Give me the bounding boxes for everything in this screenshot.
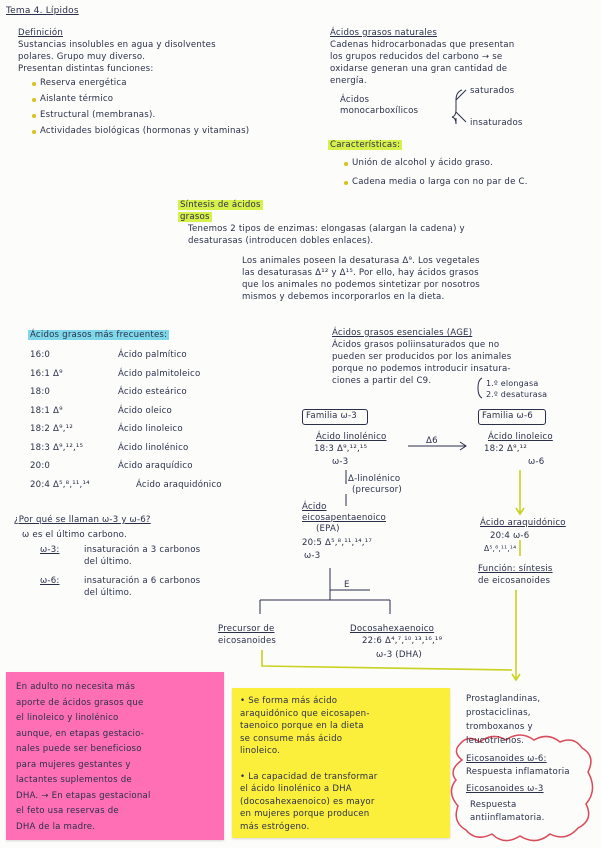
precursor-eico: eicosanoides bbox=[218, 636, 277, 646]
dha-name: Docosahexaenoico bbox=[350, 624, 435, 634]
sintesis-note: las desaturasas Δ¹² y Δ¹⁵. Por ello, hay ácidos grasos bbox=[242, 268, 479, 278]
pink-note-line: el linoleico y linolénico bbox=[16, 713, 119, 723]
fatty-acid-name: Ácido palmitoleico bbox=[118, 368, 201, 379]
sintesis-heading: Síntesis de ácidos bbox=[180, 200, 261, 210]
pink-note-line: nales puede ser beneficioso bbox=[16, 744, 142, 754]
araquidonico-name: Ácido araquidónico bbox=[480, 518, 566, 528]
sintesis-line: Tenemos 2 tipos de enzimas: elongasas (alargan la cadena) y bbox=[188, 224, 465, 234]
age-heading: Ácidos grasos esenciales (AGE) bbox=[332, 328, 473, 338]
sintesis-note: mismos y debemos incorporarlos en la dieta. bbox=[242, 292, 445, 302]
epa-name: Ácido bbox=[302, 502, 327, 512]
yellow-note-line: se consume más ácido bbox=[240, 733, 343, 744]
monocarboxilicos-label: Ácidos monocarboxílicos bbox=[340, 95, 419, 116]
fatty-acid-code: 16:1 Δ⁹ bbox=[30, 368, 63, 379]
definicion-line-3: Presentan distintas funciones: bbox=[18, 64, 154, 74]
epa-name: eicosapentaenoico bbox=[302, 513, 386, 523]
pink-note-line: DHA. → En etapas gestacional bbox=[16, 790, 151, 801]
epa-code: 20:5 Δ⁵,⁸,¹¹,¹⁴,¹⁷ bbox=[302, 538, 372, 548]
age-line: ciones a partir del C9. bbox=[332, 376, 432, 386]
eico3-label: Eicosanoides ω-3 bbox=[466, 784, 544, 794]
fatty-acid-name: Ácido palmítico bbox=[118, 350, 187, 360]
naturales-line: Cadenas hidrocarbonadas que presentan bbox=[330, 40, 515, 50]
sintesis-heading-2: grasos bbox=[180, 212, 210, 222]
branch-saturados: saturados bbox=[470, 86, 515, 96]
linolenico-omega: ω-3 bbox=[332, 457, 349, 467]
dha-code: 22:6 Δ⁴,⁷,¹⁰,¹³,¹⁶,¹⁹ bbox=[362, 636, 443, 646]
omega-question: ¿Por qué se llaman ω-3 y ω-6? bbox=[14, 515, 151, 525]
epa-omega: ω-3 bbox=[304, 551, 321, 561]
prostaglandinas: tromboxanos y bbox=[466, 722, 533, 732]
funcion-item: Reserva energética bbox=[40, 78, 127, 88]
yellow-note-line: • Se forma más ácido bbox=[240, 696, 338, 706]
pink-note-line: lactantes suplementos de bbox=[16, 775, 132, 785]
linolenico-code: 18:3 Δ⁹,¹²,¹⁵ bbox=[314, 444, 368, 454]
w6-text: del último. bbox=[84, 588, 132, 598]
linoleico-name: Ácido linoleico bbox=[488, 432, 553, 442]
d6-enzyme: Δ6 bbox=[426, 436, 438, 446]
sintesis-note: Los animales poseen la desaturasa Δ⁹. Los vegetales bbox=[242, 256, 480, 266]
w6-text: insaturación a 6 carbonos bbox=[84, 576, 201, 586]
funcion-item: Estructural (membranas). bbox=[40, 110, 156, 120]
eico3-text: antiinflamatoria. bbox=[470, 813, 545, 823]
omega-intro: ω es el último carbono. bbox=[22, 530, 127, 540]
funcion-line: de eicosanoides bbox=[478, 576, 551, 586]
yellow-note-line: en mujeres porque producen bbox=[240, 809, 370, 820]
eico6-text: Respuesta inflamatoria bbox=[466, 767, 570, 777]
w6-label: ω-6: bbox=[40, 576, 60, 586]
pink-note-line: En adulto no necesita más bbox=[16, 682, 136, 692]
dha-omega: ω-3 (DHA) bbox=[376, 650, 422, 660]
yellow-note-line: (docosahexaenoico) es mayor bbox=[240, 796, 375, 807]
prostaglandinas: leucotrienos. bbox=[466, 736, 525, 746]
age-line: porque no podemos introducir insatura- bbox=[332, 364, 511, 374]
fatty-acid-name: Ácido linoleico bbox=[118, 424, 183, 434]
yellow-note-line: araquidónico que eicosapen- bbox=[240, 708, 370, 719]
pink-note-line: el feto usa reservas de bbox=[16, 806, 119, 816]
funcion-item: Aislante térmico bbox=[40, 94, 114, 104]
fatty-acid-name: Ácido araquidónico bbox=[136, 479, 222, 490]
w3-text: insaturación a 3 carbonos bbox=[84, 545, 201, 555]
age-line: pueden ser producidos por los animales bbox=[332, 352, 512, 362]
fatty-acid-code: 20:4 Δ⁵,⁸,¹¹,¹⁴ bbox=[30, 479, 90, 490]
age-line: Ácidos grasos poliinsaturados que no bbox=[332, 340, 500, 350]
enzyme-step-1: 1.º elongasa bbox=[486, 379, 539, 388]
branch-insaturados: insaturados bbox=[470, 118, 523, 128]
yellow-note-line: • La capacidad de transformar bbox=[240, 771, 378, 782]
yellow-note-line: taenoico porque en la dieta bbox=[240, 721, 364, 732]
funcion-line: Función: síntesis bbox=[478, 564, 553, 574]
enzyme-step-2: 2.º desaturasa bbox=[486, 390, 548, 399]
sintesis-line: desaturasas (introducen dobles enlaces). bbox=[188, 236, 374, 246]
pink-note-line: aunque, en etapas gestacio- bbox=[16, 728, 145, 739]
naturales-line: oxidarse generan una gran cantidad de bbox=[330, 64, 508, 74]
naturales-line: los grupos reducidos del carbono → se bbox=[330, 52, 503, 62]
eico3-text: Respuesta bbox=[470, 800, 517, 810]
naturales-line: energía. bbox=[330, 76, 367, 86]
precursor-label: (precursor) bbox=[352, 485, 402, 495]
familia-w3-label: Familia ω-3 bbox=[306, 411, 357, 421]
fatty-acid-code: 18:2 Δ⁹,¹² bbox=[30, 424, 73, 434]
fatty-acid-code: 20:0 bbox=[30, 461, 51, 471]
e-label: E bbox=[344, 580, 350, 590]
fatty-acid-code: 18:1 Δ⁹ bbox=[30, 405, 63, 416]
araquidonico-code: 20:4 ω-6 bbox=[490, 531, 530, 541]
yellow-note-line: el ácido linolénico a DHA bbox=[240, 784, 352, 795]
sintesis-note: que los animales no podemos sintetizar por nosotros bbox=[242, 280, 480, 290]
pink-note-line: para mujeres gestantes y bbox=[16, 759, 131, 770]
definicion-line-2: polares. Grupo muy diverso. bbox=[18, 52, 146, 62]
fatty-acid-code: 16:0 bbox=[30, 350, 51, 360]
prostaglandinas: prostaciclinas, bbox=[466, 708, 531, 718]
definicion-line-1: Sustancias insolubles en agua y disolventes bbox=[18, 40, 216, 50]
caracteristica-item: Cadena media o larga con no par de C. bbox=[352, 177, 528, 187]
fatty-acid-name: Ácido esteárico bbox=[118, 387, 187, 397]
page-title: Tema 4. Lípidos bbox=[6, 6, 79, 16]
definicion-heading: Definición bbox=[18, 28, 63, 38]
pink-note-line: DHA de la madre. bbox=[16, 821, 96, 832]
prostaglandinas: Prostaglandinas, bbox=[466, 694, 541, 704]
fatty-acid-name: Ácido araquídico bbox=[118, 461, 193, 471]
familia-w6-label: Familia ω-6 bbox=[482, 411, 533, 421]
fatty-acid-name: Ácido linolénico bbox=[118, 442, 189, 453]
precursor-label: Δ-linolénico bbox=[348, 474, 401, 484]
linoleico-code: 18:2 Δ⁹,¹² bbox=[484, 444, 527, 454]
caracteristicas-heading: Características: bbox=[330, 140, 401, 150]
naturales-heading: Ácidos grasos naturales bbox=[330, 28, 438, 38]
yellow-note-line: más estrógeno. bbox=[240, 822, 310, 832]
fatty-acid-code: 18:0 bbox=[30, 387, 51, 397]
eico6-label: Eicosanoides ω-6: bbox=[466, 754, 547, 764]
funcion-item: Actividades biológicas (hormonas y vitaminas) bbox=[40, 126, 250, 136]
w3-label: ω-3: bbox=[40, 545, 60, 555]
precursor-eico: Precursor de bbox=[218, 624, 275, 634]
epa-abbr: (EPA) bbox=[316, 524, 340, 534]
linolenico-name: Ácido linolénico bbox=[316, 432, 387, 442]
w3-text: del último. bbox=[84, 557, 132, 567]
linoleico-omega: ω-6 bbox=[528, 457, 545, 467]
pink-note-line: aporte de ácidos grasos que bbox=[16, 697, 144, 708]
caracteristica-item: Unión de alcohol y ácido graso. bbox=[352, 158, 493, 168]
fatty-acid-name: Ácido oleico bbox=[118, 405, 172, 416]
fatty-acid-code: 18:3 Δ⁹,¹²,¹⁵ bbox=[30, 442, 84, 453]
araquidonico-delta: Δ⁵,⁸,¹¹,¹⁴ bbox=[484, 544, 517, 553]
yellow-note-line: linoleico. bbox=[240, 746, 281, 757]
frecuentes-heading: Ácidos grasos más frecuentes: bbox=[30, 330, 168, 340]
